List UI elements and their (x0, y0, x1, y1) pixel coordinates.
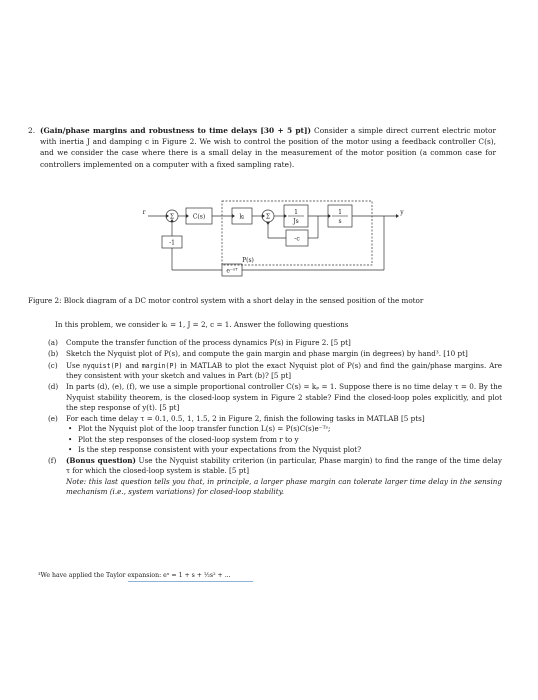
problem-text: Consider a simple direct current electric motor with inertia J and damping c in Figure 2. We wish to control the position of the motor using a feedback controller C(s), and we consider the case where there is a small delay in the measurement of the motor position (a common case for controllers implemented on a computer with a fixed sampling rate). (40, 126, 496, 169)
integrator-2-num: 1 (338, 209, 342, 216)
footnote: ³We have applied the Taylor expansion: eˣ = 1 + s + ½s² + ... (38, 572, 231, 579)
part-b (38, 349, 502, 359)
input-label: r (142, 209, 146, 216)
part-text: For each time delay τ = 0.1, 0.5, 1, 1.5, 2 in Figure 2, finish the following tasks in MATLAB [5 pts] (66, 414, 425, 424)
integrator-1-num: 1 (294, 209, 298, 216)
part-label: (c) (48, 360, 58, 370)
part-note: Note: this last question tells you that, in principle, a larger phase margin can tolerate larger time delay in the sensing mechanism (i.e., system variations) for closed-loop stability. (66, 476, 502, 496)
list-item: • Is the step response consistent with your expectations from the Nyquist plot? (66, 445, 502, 455)
part-e (38, 414, 502, 455)
gain-label: kₗ (239, 213, 245, 221)
output-label: y (400, 209, 404, 216)
delay-label: e⁻ˢᵀ (226, 267, 238, 275)
part-text: Compute the transfer function of the process dynamics P(s) in Figure 2. [5 pt] (66, 338, 351, 347)
part-c (38, 361, 502, 381)
block-diagram (138, 196, 408, 282)
controller-label: C(s) (192, 213, 206, 221)
damping-label: -c (294, 235, 300, 243)
part-label: (a) (48, 338, 58, 347)
part-text: In parts (d), (e), (f), we use a simple proportional controller C(s) = kₚ = 1. Suppose there is no time delay τ = 0. By the Nyquist stability theorem, is the closed-loop system in Figure 2 stable? Find the closed-loop poles explicitly, and plot the step response of y(t). [5 pt] (66, 382, 502, 412)
list-item: • Plot the step responses of the closed-loop system from r to y (66, 435, 502, 445)
part-label: (e) (48, 414, 58, 424)
intro-text: In this problem, we consider kₗ = 1, J = 2, c = 1. Answer the following questions (55, 320, 349, 329)
problem-statement (28, 125, 496, 170)
bonus-label: (Bonus question) (66, 456, 136, 466)
question-parts (38, 338, 502, 498)
part-text: Use the Nyquist stability criterion (in particular, Phase margin) to find the range of the time delay τ for which the closed-loop system is stable. [5 pt] (66, 456, 502, 476)
part-label: (f) (48, 456, 57, 466)
part-label: (d) (48, 382, 59, 392)
problem-number: 2. (28, 126, 36, 135)
part-f (38, 456, 502, 497)
sum-symbol-2: Σ (265, 213, 271, 221)
part-label: (b) (48, 349, 59, 359)
code-margin: margin(P) (141, 361, 178, 370)
integrator-1-den: Js (293, 218, 299, 225)
figure-caption: Figure 2: Block diagram of a DC motor control system with a short delay in the sensed position of the motor (28, 296, 424, 305)
task-list (66, 424, 502, 455)
part-a (38, 338, 502, 348)
sum-symbol-1: Σ (169, 213, 175, 221)
integrator-2-den: s (338, 218, 342, 225)
unity-feedback-label: -1 (169, 239, 175, 247)
code-nyquist: nyquist(P) (82, 361, 123, 370)
part-text-mid: and (122, 360, 142, 370)
part-text-pre: Use (66, 360, 83, 370)
part-text-post: in MATLAB to plot the exact Nyquist plot of P(s) and find the gain/phase margins. Are they consistent with your sketch and values in Part (b)? [5 pt] (66, 360, 502, 380)
footnote-underline (128, 581, 253, 582)
part-d (38, 382, 502, 413)
part-text: Sketch the Nyquist plot of P(s), and compute the gain margin and phase margin (in degrees) by hand³. [10 pt] (66, 349, 468, 359)
list-item: • Plot the Nyquist plot of the loop transfer function L(s) = P(s)C(s)e⁻ᵀˢ; (66, 424, 502, 434)
problem-heading: (Gain/phase margins and robustness to time delays [30 + 5 pt]) (40, 126, 311, 135)
plant-label: P(s) (242, 257, 254, 264)
